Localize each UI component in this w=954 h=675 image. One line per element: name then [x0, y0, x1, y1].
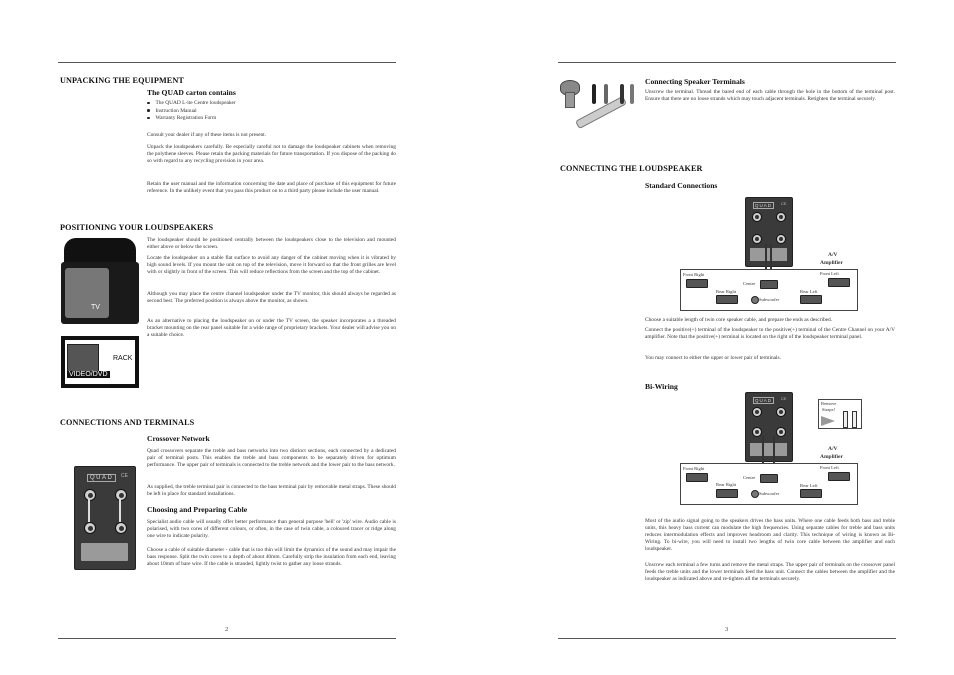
terminal-panel-figure — [74, 466, 136, 570]
heading-connecting: CONNECTING THE LOUDSPEAKER — [560, 164, 703, 173]
socket-centre — [760, 474, 778, 483]
amplifier-label-2: Amplifier — [820, 454, 843, 460]
panel-ce-mark: CE — [121, 473, 128, 479]
terminal-icon — [752, 407, 762, 417]
terminal-icon — [776, 407, 786, 417]
subwoofer-socket-icon — [751, 490, 759, 498]
strap-left — [88, 499, 90, 522]
standard-para-2: Connect the positive(+) terminal of the loudspeaker to the positive(+) terminal of the Centre Channel on your A/V amplifier. Note that the positive(+) terminal is located on the right of the loudspeaker terminal panel. — [645, 327, 895, 341]
crossover-para-1: Quad crossovers separate the treble and bass networks into two distinct sections, each connected by a dedicated pair of terminal posts. This enables the treble and bass components to be separately driven for optimum performance. The upper pair of terminals is connected to the treble network and the lower pair to the bass network. — [147, 448, 396, 469]
socket-centre — [760, 280, 778, 289]
subheading-biwiring: Bi-Wiring — [645, 382, 678, 391]
terminal-icon — [776, 234, 786, 244]
cable-wire-4 — [630, 84, 634, 104]
centre-label: Centre — [743, 281, 756, 286]
terminal-shaft — [565, 92, 575, 108]
subheading-speaker-terminals: Connecting Speaker Terminals — [645, 77, 745, 86]
terminal-icon — [776, 427, 786, 437]
heading-unpacking: UNPACKING THE EQUIPMENT — [60, 76, 184, 85]
socket-front-left — [828, 278, 850, 287]
cable-wire-3 — [620, 84, 624, 104]
amplifier-label-1: A/V — [828, 446, 838, 452]
unpack-para-2: Unpack the loudspeakers carefully. Be especially careful not to damage the loudspeaker cabinets when removing the polythene sleeves. Please retain the packing materials for future transportation. If you dispose of the packing do so with regard to any recycling provision in your area. — [147, 144, 396, 165]
socket-rear-right — [716, 295, 738, 304]
remove-label: Remove — [821, 401, 837, 406]
subheading-cable: Choosing and Preparing Cable — [147, 505, 248, 514]
socket-rear-right — [716, 489, 738, 498]
remove-straps-box — [818, 399, 862, 429]
tv-screen — [65, 268, 109, 318]
terminal-icon — [115, 489, 127, 501]
panel-ce-mark: CE — [781, 201, 787, 206]
position-para-4: As an alternative to placing the loudspeaker on or under the TV screen, the speaker incorporates a a threaded bracket mounting on the rear panel suitable for a wide range of proprietary brackets. Your dealer will advise you on a suitable choice. — [147, 318, 396, 339]
front-left-label: Front Left — [820, 465, 839, 470]
cable-wire-2 — [604, 84, 608, 104]
subheading-carton: The QUAD carton contains — [147, 88, 236, 97]
panel-label-plate — [750, 248, 787, 261]
terminal-icon — [84, 489, 96, 501]
dvd-player — [67, 344, 99, 372]
strap-icon — [852, 411, 857, 428]
position-para-3: Although you may place the centre channel loudspeaker under the TV monitor, this should always be regarded as second best. The preferred position is always above the monitor, as shown. — [147, 291, 396, 305]
terminal-icon — [776, 212, 786, 222]
rear-left-label: Rear Left — [800, 289, 818, 294]
terminal-post-figure — [556, 78, 638, 136]
socket-rear-left — [800, 489, 822, 498]
terminal-icon — [752, 427, 762, 437]
panel-brand-label: QUAD — [755, 398, 773, 403]
panel-brand-label: QUAD — [87, 474, 116, 482]
panel-label-plate — [81, 543, 128, 561]
bottom-rule-right — [558, 638, 896, 639]
rear-right-label: Rear Right — [716, 289, 737, 294]
cable-para-2: Choose a cable of suitable diameter - cable that is too thin will limit the dynamics of the sound and may impair the bass response. Split the twin cores to a depth of about 40mm. Carefully strip the insulation from each end, leaving about 10mm of bare wire. If the cable is stranded, lightly twist to gather any loose strands. — [147, 547, 396, 568]
socket-front-right — [686, 279, 708, 288]
subwoofer-socket-icon — [751, 296, 759, 304]
subwoofer-label: Subwoofer — [759, 297, 780, 302]
socket-front-right — [686, 473, 708, 482]
crossover-para-2: As supplied, the treble terminal pair is connected to the bass terminal pair by removable metal straps. These should be left in place for standard installations. — [147, 484, 396, 498]
subheading-crossover: Crossover Network — [147, 434, 210, 443]
list-item: The QUAD L-ite Centre loudspeaker — [147, 100, 387, 108]
biwire-para-1: Most of the audio signal going to the speakers drives the bass units. Where one cable feeds both bass and treble units, this heavy bass current can modulate the high frequencies. Using separate cables for treble and bass units reduces intermodulation effects and improves headroom and clarity. This technique of wiring is known as Bi-Wiring. To bi-wire, you will need to install two lengths of twin core cable between the amplifier and each loudspeaker. — [645, 518, 895, 553]
cable-para-1: Specialist audio cable will usually offer better performance than general purpose 'bell' or 'zip' wire. Audio cable is polarised, with two cores of different colours, or often, in the case of twin cable, a coloured tracer or ridge along one wire to indicate polarity. — [147, 519, 396, 540]
terminals-para: Unscrew the terminal. Thread the bared end of each cable through the hole in the bottom of the terminal post. Ensure that there are no loose strands which may touch adjacent terminals. Retighten the terminal securely. — [645, 89, 895, 103]
amplifier-label-1: A/V — [828, 252, 838, 258]
terminal-icon — [752, 234, 762, 244]
standard-para-1: Choose a suitable length of twin core speaker cable, and prepare the ends as described. — [645, 317, 833, 323]
terminal-icon — [752, 212, 762, 222]
bottom-rule-left — [58, 638, 396, 639]
cable-wire-1 — [592, 84, 596, 104]
unpack-para-1: Consult your dealer if any of these items is not present. — [147, 132, 267, 138]
straps-label: Straps! — [822, 407, 836, 412]
terminal-icon — [115, 522, 127, 534]
socket-rear-left — [800, 295, 822, 304]
list-item: Warranty Registration Form — [147, 115, 387, 123]
amplifier-label-2: Amplifier — [820, 260, 843, 266]
front-right-label: Front Right — [683, 466, 705, 471]
panel-ce-mark: CE — [781, 396, 787, 401]
rack-label: RACK — [113, 355, 133, 362]
speaker-on-tv — [64, 238, 136, 264]
strap-icon — [843, 411, 848, 428]
panel-brand-label: QUAD — [755, 203, 773, 208]
heading-connections: CONNECTIONS AND TERMINALS — [60, 418, 195, 427]
unpack-para-3: Retain the user manual and the information concerning the date and place of purchase of this equipment for future reference. In the unlikely event that you pass this product on to a third party please include the user manual. — [147, 181, 396, 195]
subheading-standard: Standard Connections — [645, 181, 718, 190]
panel-label-plate — [750, 443, 787, 456]
rear-right-label: Rear Right — [716, 482, 737, 487]
tv-placement-figure — [61, 236, 139, 388]
tv-label: TV — [91, 304, 100, 311]
position-para-1: The loudspeaker should be positioned centrally between the loudspeakers close to the television and mounted either above or below the screen. — [147, 237, 396, 251]
list-item: Instruction Manual — [147, 108, 387, 116]
carton-list — [147, 100, 387, 123]
heading-positioning: POSITIONING YOUR LOUDSPEAKERS — [60, 223, 214, 232]
rear-left-label: Rear Left — [800, 483, 818, 488]
front-left-label: Front Left — [820, 271, 839, 276]
top-rule-left — [58, 62, 396, 63]
biwire-para-2: Unscrew each terminal a few turns and remove the metal straps. The upper pair of terminals on the crossover panel feeds the treble units and the lower terminals feed the bass unit. Connect the cables between the amplifier and the loudspeaker as indicated above and re-tighten all the terminals securely. — [645, 562, 895, 583]
video-dvd-label: VIDEO/DVD — [69, 371, 108, 378]
top-rule-right — [558, 62, 896, 63]
strap-right — [119, 499, 121, 522]
centre-label: Centre — [743, 475, 756, 480]
front-right-label: Front Right — [683, 272, 705, 277]
page-number-2: 2 — [225, 626, 229, 633]
standard-para-3: You may connect to either the upper or lower pair of terminals. — [645, 355, 781, 361]
position-para-2: Locate the loudspeaker on a stable flat surface to avoid any danger of the cabinet moving when it is vibrated by high sound levels. If you mount the unit on top of the television, move it forward so that the front grilles are level with or slightly in front of the screen. This will reduce reflections from the screen and the top of the cabinet. — [147, 255, 396, 276]
arrow-right-icon — [821, 416, 835, 426]
terminal-icon — [84, 522, 96, 534]
socket-front-left — [828, 472, 850, 481]
loudspeaker-panel-biwire — [745, 392, 793, 462]
page-number-3: 3 — [725, 626, 729, 633]
subwoofer-label: Subwoofer — [759, 491, 780, 496]
loudspeaker-panel-standard — [745, 197, 793, 267]
